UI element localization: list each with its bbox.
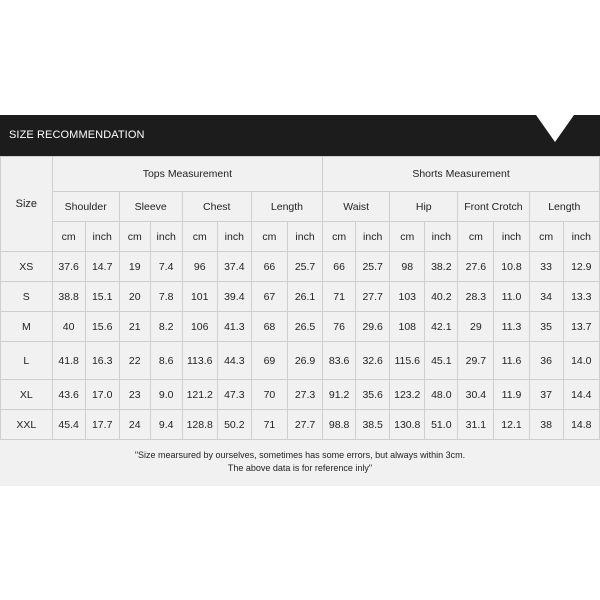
value-cell: 106 bbox=[182, 312, 217, 342]
measure-header: Hip bbox=[390, 192, 458, 222]
value-cell: 12.1 bbox=[494, 410, 529, 440]
table-row bbox=[1, 282, 600, 312]
measure-header: Length bbox=[529, 192, 599, 222]
value-cell: 26.1 bbox=[287, 282, 322, 312]
value-cell: 11.9 bbox=[494, 380, 529, 410]
header-notch-decoration bbox=[514, 115, 600, 156]
header-bar bbox=[0, 115, 600, 156]
size-cell: XS bbox=[1, 252, 53, 282]
value-cell: 8.6 bbox=[150, 342, 182, 380]
value-cell: 14.0 bbox=[563, 342, 599, 380]
unit-header-cm: cm bbox=[182, 222, 217, 252]
value-cell: 83.6 bbox=[323, 342, 356, 380]
unit-header-inch: inch bbox=[425, 222, 458, 252]
footnote bbox=[0, 449, 600, 475]
value-cell: 130.8 bbox=[390, 410, 425, 440]
value-cell: 123.2 bbox=[390, 380, 425, 410]
table-row bbox=[1, 312, 600, 342]
value-cell: 41.8 bbox=[52, 342, 85, 380]
value-cell: 7.4 bbox=[150, 252, 182, 282]
value-cell: 48.0 bbox=[425, 380, 458, 410]
value-cell: 38 bbox=[529, 410, 563, 440]
value-cell: 26.5 bbox=[287, 312, 322, 342]
size-cell: L bbox=[1, 342, 53, 380]
size-cell: S bbox=[1, 282, 53, 312]
value-cell: 38.8 bbox=[52, 282, 85, 312]
value-cell: 8.2 bbox=[150, 312, 182, 342]
value-cell: 42.1 bbox=[425, 312, 458, 342]
value-cell: 66 bbox=[323, 252, 356, 282]
value-cell: 36 bbox=[529, 342, 563, 380]
table-row bbox=[1, 380, 600, 410]
value-cell: 11.6 bbox=[494, 342, 529, 380]
unit-header-cm: cm bbox=[119, 222, 150, 252]
value-cell: 26.9 bbox=[287, 342, 322, 380]
value-cell: 121.2 bbox=[182, 380, 217, 410]
value-cell: 66 bbox=[251, 252, 287, 282]
group-header-tops: Tops Measurement bbox=[52, 157, 322, 192]
value-cell: 17.0 bbox=[85, 380, 119, 410]
value-cell: 35 bbox=[529, 312, 563, 342]
value-cell: 37.4 bbox=[217, 252, 251, 282]
value-cell: 41.3 bbox=[217, 312, 251, 342]
measure-header: Sleeve bbox=[119, 192, 182, 222]
value-cell: 14.4 bbox=[563, 380, 599, 410]
value-cell: 39.4 bbox=[217, 282, 251, 312]
value-cell: 29.7 bbox=[458, 342, 494, 380]
value-cell: 35.6 bbox=[356, 380, 390, 410]
value-cell: 45.1 bbox=[425, 342, 458, 380]
value-cell: 37.6 bbox=[52, 252, 85, 282]
value-cell: 40 bbox=[52, 312, 85, 342]
value-cell: 24 bbox=[119, 410, 150, 440]
value-cell: 91.2 bbox=[323, 380, 356, 410]
value-cell: 98.8 bbox=[323, 410, 356, 440]
value-cell: 11.3 bbox=[494, 312, 529, 342]
value-cell: 40.2 bbox=[425, 282, 458, 312]
value-cell: 70 bbox=[251, 380, 287, 410]
page-title: SIZE RECOMMENDATION bbox=[9, 129, 145, 141]
size-column-header: Size bbox=[1, 157, 53, 252]
value-cell: 71 bbox=[323, 282, 356, 312]
value-cell: 9.4 bbox=[150, 410, 182, 440]
value-cell: 34 bbox=[529, 282, 563, 312]
value-cell: 27.6 bbox=[458, 252, 494, 282]
value-cell: 9.0 bbox=[150, 380, 182, 410]
value-cell: 23 bbox=[119, 380, 150, 410]
unit-header-cm: cm bbox=[390, 222, 425, 252]
unit-header-inch: inch bbox=[563, 222, 599, 252]
footnote-line-1: "Size mearsured by ourselves, sometimes has some errors, but always within 3cm. bbox=[134, 450, 466, 460]
value-cell: 30.4 bbox=[458, 380, 494, 410]
value-cell: 71 bbox=[251, 410, 287, 440]
value-cell: 44.3 bbox=[217, 342, 251, 380]
value-cell: 28.3 bbox=[458, 282, 494, 312]
value-cell: 101 bbox=[182, 282, 217, 312]
value-cell: 33 bbox=[529, 252, 563, 282]
group-header-shorts: Shorts Measurement bbox=[323, 157, 600, 192]
value-cell: 43.6 bbox=[52, 380, 85, 410]
value-cell: 69 bbox=[251, 342, 287, 380]
value-cell: 14.8 bbox=[563, 410, 599, 440]
value-cell: 103 bbox=[390, 282, 425, 312]
unit-header-inch: inch bbox=[150, 222, 182, 252]
value-cell: 29 bbox=[458, 312, 494, 342]
value-cell: 7.8 bbox=[150, 282, 182, 312]
size-cell: M bbox=[1, 312, 53, 342]
value-cell: 11.0 bbox=[494, 282, 529, 312]
footnote-line-2: The above data is for reference inly" bbox=[227, 463, 373, 473]
table-row bbox=[1, 342, 600, 380]
value-cell: 20 bbox=[119, 282, 150, 312]
value-cell: 47.3 bbox=[217, 380, 251, 410]
value-cell: 14.7 bbox=[85, 252, 119, 282]
value-cell: 38.5 bbox=[356, 410, 390, 440]
table-row bbox=[1, 410, 600, 440]
value-cell: 115.6 bbox=[390, 342, 425, 380]
value-cell: 68 bbox=[251, 312, 287, 342]
value-cell: 96 bbox=[182, 252, 217, 282]
table-row bbox=[1, 252, 600, 282]
value-cell: 15.1 bbox=[85, 282, 119, 312]
unit-header-cm: cm bbox=[251, 222, 287, 252]
unit-header-inch: inch bbox=[85, 222, 119, 252]
value-cell: 108 bbox=[390, 312, 425, 342]
measure-header: Chest bbox=[182, 192, 251, 222]
unit-header-inch: inch bbox=[287, 222, 322, 252]
value-cell: 32.6 bbox=[356, 342, 390, 380]
value-cell: 19 bbox=[119, 252, 150, 282]
measure-header: Front Crotch bbox=[458, 192, 529, 222]
value-cell: 38.2 bbox=[425, 252, 458, 282]
unit-header-cm: cm bbox=[529, 222, 563, 252]
value-cell: 98 bbox=[390, 252, 425, 282]
value-cell: 15.6 bbox=[85, 312, 119, 342]
value-cell: 29.6 bbox=[356, 312, 390, 342]
value-cell: 51.0 bbox=[425, 410, 458, 440]
value-cell: 31.1 bbox=[458, 410, 494, 440]
value-cell: 25.7 bbox=[287, 252, 322, 282]
value-cell: 22 bbox=[119, 342, 150, 380]
value-cell: 67 bbox=[251, 282, 287, 312]
unit-header-cm: cm bbox=[323, 222, 356, 252]
value-cell: 16.3 bbox=[85, 342, 119, 380]
size-cell: XXL bbox=[1, 410, 53, 440]
value-cell: 13.7 bbox=[563, 312, 599, 342]
value-cell: 45.4 bbox=[52, 410, 85, 440]
measure-header: Shoulder bbox=[52, 192, 119, 222]
value-cell: 37 bbox=[529, 380, 563, 410]
value-cell: 21 bbox=[119, 312, 150, 342]
value-cell: 76 bbox=[323, 312, 356, 342]
value-cell: 12.9 bbox=[563, 252, 599, 282]
value-cell: 50.2 bbox=[217, 410, 251, 440]
size-chart-table bbox=[0, 156, 600, 440]
unit-header-inch: inch bbox=[217, 222, 251, 252]
value-cell: 27.7 bbox=[356, 282, 390, 312]
unit-header-inch: inch bbox=[356, 222, 390, 252]
unit-header-cm: cm bbox=[458, 222, 494, 252]
value-cell: 128.8 bbox=[182, 410, 217, 440]
value-cell: 113.6 bbox=[182, 342, 217, 380]
unit-header-cm: cm bbox=[52, 222, 85, 252]
value-cell: 25.7 bbox=[356, 252, 390, 282]
size-cell: XL bbox=[1, 380, 53, 410]
value-cell: 27.3 bbox=[287, 380, 322, 410]
value-cell: 13.3 bbox=[563, 282, 599, 312]
measure-header: Waist bbox=[323, 192, 390, 222]
value-cell: 27.7 bbox=[287, 410, 322, 440]
unit-header-inch: inch bbox=[494, 222, 529, 252]
measure-header: Length bbox=[251, 192, 322, 222]
value-cell: 17.7 bbox=[85, 410, 119, 440]
value-cell: 10.8 bbox=[494, 252, 529, 282]
